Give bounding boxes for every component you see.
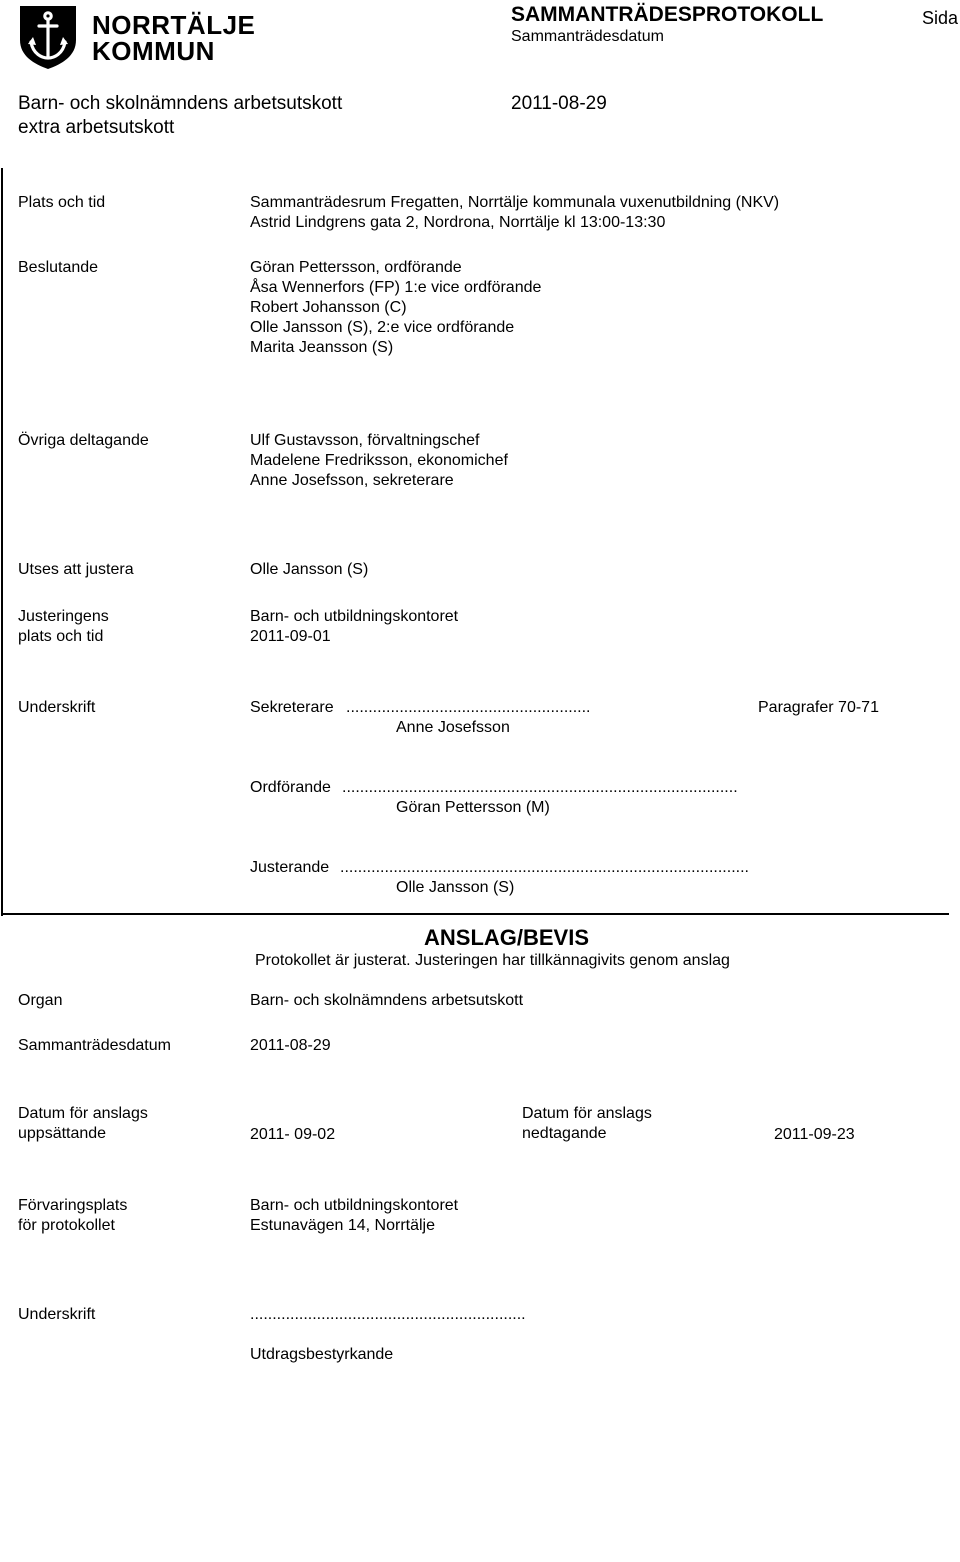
paragraphs-range: Paragrafer 70-71 xyxy=(758,699,879,716)
logo-name-line2: KOMMUN xyxy=(92,36,215,66)
posting-date-label-line: Datum för anslags xyxy=(18,1105,148,1122)
participant: Anne Josefsson, sekreterare xyxy=(250,472,454,489)
adjustment-place-label xyxy=(18,607,109,647)
removal-date-label xyxy=(522,1104,652,1144)
adjustment-place-label-line: plats och tid xyxy=(18,628,104,645)
municipality-logo xyxy=(18,4,256,70)
storage-office: Barn- och utbildningskontoret xyxy=(250,1197,459,1214)
place-time-value xyxy=(250,193,779,233)
place-line: Astrid Lindgrens gata 2, Nordrona, Norrtälje kl 13:00-13:30 xyxy=(250,214,666,231)
meeting-date-value: 2011-08-29 xyxy=(250,1037,331,1054)
decision-maker: Olle Jansson (S), 2:e vice ordförande xyxy=(250,319,515,336)
chair-signature-line: ......................................................................................... xyxy=(342,779,738,796)
chair-name: Göran Pettersson (M) xyxy=(396,799,550,816)
participant: Madelene Fredriksson, ekonomichef xyxy=(250,452,508,469)
signature-label: Underskrift xyxy=(18,699,96,716)
storage-label xyxy=(18,1196,127,1236)
secretary-role: Sekreterare xyxy=(250,699,334,716)
anslag-subtitle: Protokollet är justerat. Justeringen har tillkännagivits genom anslag xyxy=(255,952,730,969)
storage-value xyxy=(250,1196,458,1236)
chair-role: Ordförande xyxy=(250,779,331,796)
other-participants-label: Övriga deltagande xyxy=(18,432,149,449)
adjuster-name: Olle Jansson (S) xyxy=(396,879,515,896)
organ-name: Barn- och skolnämndens arbetsutskott xyxy=(18,93,343,114)
adjuster-role: Justerande xyxy=(250,859,330,876)
adjuster-signature-line: ............................................................................................ xyxy=(340,859,749,876)
decision-makers-list xyxy=(250,258,541,358)
posting-date-value: 2011- 09-02 xyxy=(250,1126,336,1143)
anchor-crest-icon xyxy=(18,4,78,70)
place-time-label: Plats och tid xyxy=(18,194,106,211)
certifier-label: Utdragsbestyrkande xyxy=(250,1346,394,1363)
removal-date-label-line: Datum för anslags xyxy=(522,1105,652,1122)
meeting-date: 2011-08-29 xyxy=(511,93,607,114)
logo-name-line1: NORRTÄLJE xyxy=(92,10,256,40)
anslag-signature-label: Underskrift xyxy=(18,1306,96,1323)
participant: Ulf Gustavsson, förvaltningschef xyxy=(250,432,480,449)
posting-date-label-line: uppsättande xyxy=(18,1125,107,1142)
left-frame-line xyxy=(1,168,3,916)
adjustment-date: 2011-09-01 xyxy=(250,628,331,645)
removal-date-value: 2011-09-23 xyxy=(774,1126,855,1143)
anslag-title: ANSLAG/BEVIS xyxy=(424,925,590,950)
secretary-signature-line: ....................................................... xyxy=(346,699,591,716)
storage-label-line: Förvaringsplats xyxy=(18,1197,128,1214)
document-subtitle: Sammanträdesdatum xyxy=(511,28,664,45)
removal-date-label-line: nedtagande xyxy=(522,1125,607,1142)
place-line: Sammanträdesrum Fregatten, Norrtälje kommunala vuxenutbildning (NKV) xyxy=(250,194,780,211)
page-label: Sida xyxy=(922,8,959,28)
storage-label-line: för protokollet xyxy=(18,1217,115,1234)
adjustment-place: Barn- och utbildningskontoret xyxy=(250,608,459,625)
decision-maker: Marita Jeansson (S) xyxy=(250,339,394,356)
organ-label: Organ xyxy=(18,992,63,1009)
decision-maker: Åsa Wennerfors (FP) 1:e vice ordförande xyxy=(250,279,542,296)
adjuster-label: Utses att justera xyxy=(18,561,134,578)
decision-maker: Robert Johansson (C) xyxy=(250,299,407,316)
decision-maker: Göran Pettersson, ordförande xyxy=(250,259,462,276)
adjustment-place-label-line: Justeringens xyxy=(18,608,109,625)
other-participants-list xyxy=(250,431,508,491)
organ-value: Barn- och skolnämndens arbetsutskott xyxy=(250,992,524,1009)
anslag-signature-line: .............................................................. xyxy=(250,1306,526,1323)
meeting-date-label: Sammanträdesdatum xyxy=(18,1037,171,1054)
document-title: SAMMANTRÄDESPROTOKOLL xyxy=(511,3,824,26)
decision-makers-label: Beslutande xyxy=(18,259,99,276)
anslag-divider xyxy=(1,913,949,915)
posting-date-label xyxy=(18,1104,148,1144)
secretary-name: Anne Josefsson xyxy=(396,719,510,736)
adjustment-place-value xyxy=(250,607,458,647)
storage-address: Estunavägen 14, Norrtälje xyxy=(250,1217,435,1234)
organ-subname: extra arbetsutskott xyxy=(18,117,175,138)
adjuster-value: Olle Jansson (S) xyxy=(250,561,369,578)
